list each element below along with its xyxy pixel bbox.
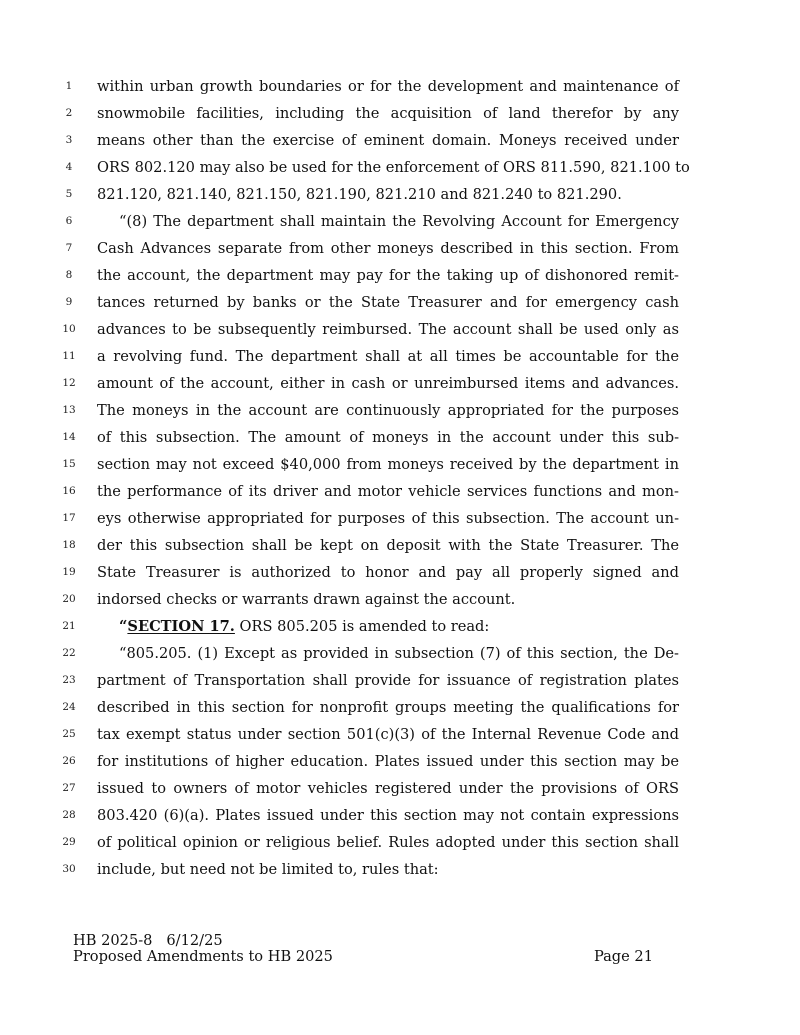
line-5 (0, 181, 800, 208)
page-number: Page 21 (593, 948, 653, 965)
line-text: of political opinion or religious belief. Rules adopted under this section shall (97, 834, 679, 851)
line-14 (0, 424, 800, 451)
line-number: 12 (62, 377, 76, 389)
line-number: 22 (62, 647, 76, 659)
line-text: indorsed checks or warrants drawn against the account. (97, 591, 516, 608)
line-text: section may not exceed $40,000 from moneys received by the department in (97, 456, 679, 473)
line-text: the performance of its driver and motor vehicle services functions and mon- (97, 483, 679, 500)
bill-id: HB 2025-8 (73, 932, 153, 949)
line-text: amount of the account, either in cash or unreimbursed items and advances. (97, 375, 679, 392)
page-footer (73, 933, 653, 965)
section-heading-line (119, 613, 679, 640)
line-7 (0, 235, 800, 262)
section-text: ORS 805.205 is amended to read: (234, 618, 490, 635)
line-text: tax exempt status under section 501(c)(3) of the Internal Revenue Code and (97, 726, 679, 743)
open-quote: “ (119, 618, 128, 635)
line-number: 2 (65, 107, 73, 119)
line-12 (0, 370, 800, 397)
line-number: 30 (62, 863, 76, 875)
line-number: 26 (62, 755, 76, 767)
line-3 (0, 127, 800, 154)
line-text: advances to be subsequently reimbursed. The account shall be used only as (97, 321, 679, 338)
line-16 (0, 478, 800, 505)
line-2 (0, 100, 800, 127)
line-18 (0, 532, 800, 559)
line-number: 4 (65, 161, 73, 173)
line-number: 10 (62, 323, 76, 335)
line-text: “805.205. (1) Except as provided in subsection (7) of this section, the De- (119, 645, 679, 662)
line-number: 21 (62, 620, 76, 632)
line-text: snowmobile facilities, including the acquisition of land therefor by any (97, 105, 679, 122)
line-24 (0, 694, 800, 721)
line-number: 18 (62, 539, 76, 551)
line-number: 16 (62, 485, 76, 497)
line-10 (0, 316, 800, 343)
line-1 (0, 73, 800, 100)
line-text: 803.420 (6)(a). Plates issued under this section may not contain expressions (97, 807, 679, 824)
line-number: 28 (62, 809, 76, 821)
line-30 (0, 856, 800, 883)
line-number: 25 (62, 728, 76, 740)
line-number: 15 (62, 458, 76, 470)
line-19 (0, 559, 800, 586)
footer-description-row (73, 949, 653, 965)
line-number: 5 (65, 188, 73, 200)
line-number: 13 (62, 404, 76, 416)
line-25 (0, 721, 800, 748)
line-number: 9 (65, 296, 73, 308)
line-4 (0, 154, 800, 181)
line-text: Cash Advances separate from other moneys described in this section. From (97, 240, 679, 257)
line-number: 29 (62, 836, 76, 848)
line-text: State Treasurer is authorized to honor and pay all properly signed and (97, 564, 679, 581)
line-text: tances returned by banks or the State Treasurer and for emergency cash (97, 294, 679, 311)
line-text: issued to owners of motor vehicles registered under the provisions of ORS (97, 780, 679, 797)
line-6 (0, 208, 800, 235)
line-27 (0, 775, 800, 802)
line-number: 6 (65, 215, 73, 227)
line-text: ORS 802.120 may also be used for the enforcement of ORS 811.590, 821.100 to (97, 159, 690, 176)
line-number: 24 (62, 701, 76, 713)
line-29 (0, 829, 800, 856)
line-15 (0, 451, 800, 478)
line-text: der this subsection shall be kept on deposit with the State Treasurer. The (97, 537, 679, 554)
bill-date: 6/12/25 (166, 932, 223, 949)
line-number: 8 (65, 269, 73, 281)
line-text: partment of Transportation shall provide for issuance of registration plates (97, 672, 679, 689)
footer-description: Proposed Amendments to HB 2025 (73, 948, 333, 965)
line-text: means other than the exercise of eminent domain. Moneys received under (97, 132, 679, 149)
line-23 (0, 667, 800, 694)
line-number: 14 (62, 431, 76, 443)
line-number: 7 (65, 242, 73, 254)
line-text: of this subsection. The amount of moneys in the account under this sub- (97, 429, 679, 446)
section-label: SECTION 17. (127, 618, 235, 635)
line-11 (0, 343, 800, 370)
line-number: 27 (62, 782, 76, 794)
line-number: 19 (62, 566, 76, 578)
line-text: within urban growth boundaries or for the development and maintenance of (97, 78, 679, 95)
line-number: 11 (62, 350, 76, 362)
line-number: 17 (62, 512, 76, 524)
line-text: for institutions of higher education. Plates issued under this section may be (97, 753, 679, 770)
line-13 (0, 397, 800, 424)
line-text: described in this section for nonprofit groups meeting the qualifications for (97, 699, 679, 716)
footer-bill-row (73, 933, 653, 949)
line-text: The moneys in the account are continuously appropriated for the purposes (97, 402, 679, 419)
line-number: 23 (62, 674, 76, 686)
line-text: “(8) The department shall maintain the Revolving Account for Emergency (119, 213, 679, 230)
line-text: the account, the department may pay for the taking up of dishonored remit- (97, 267, 679, 284)
line-text: a revolving fund. The department shall at all times be accountable for the (97, 348, 679, 365)
line-21 (0, 613, 800, 640)
line-20 (0, 586, 800, 613)
line-17 (0, 505, 800, 532)
line-number: 20 (62, 593, 76, 605)
line-26 (0, 748, 800, 775)
line-28 (0, 802, 800, 829)
line-text: include, but need not be limited to, rules that: (97, 861, 439, 878)
line-22 (0, 640, 800, 667)
line-8 (0, 262, 800, 289)
line-text: eys otherwise appropriated for purposes of this subsection. The account un- (97, 510, 679, 527)
line-number: 3 (65, 134, 73, 146)
line-9 (0, 289, 800, 316)
line-number: 1 (65, 80, 73, 92)
line-text: 821.120, 821.140, 821.150, 821.190, 821.210 and 821.240 to 821.290. (97, 186, 622, 203)
